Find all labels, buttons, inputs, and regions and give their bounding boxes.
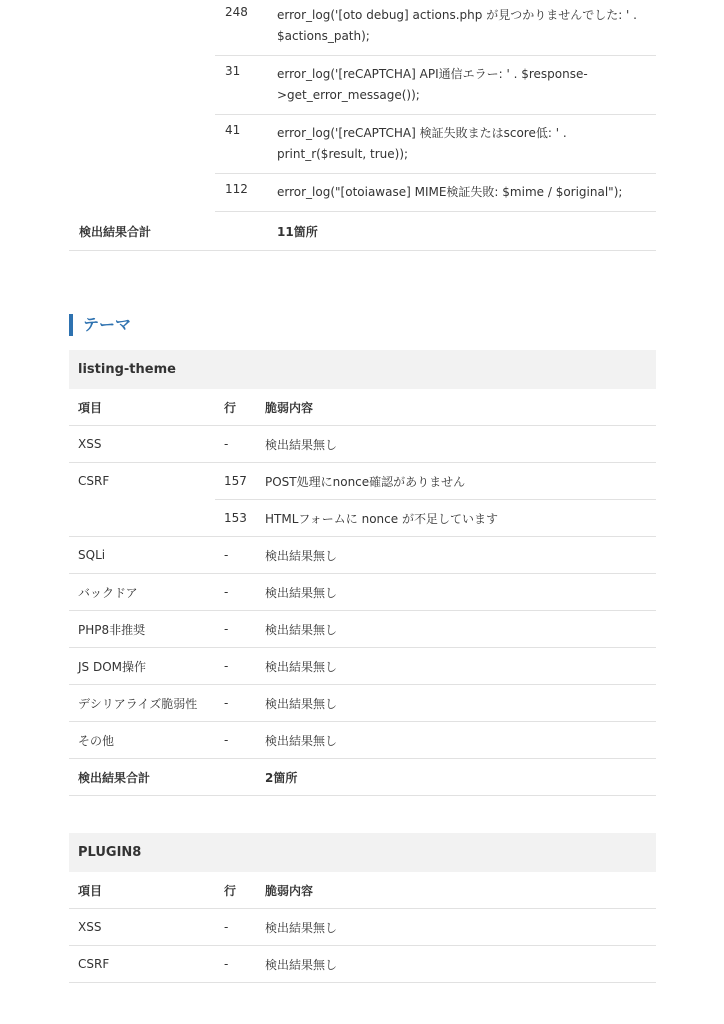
header-detail: 脆弱内容 (256, 389, 656, 426)
row-item: CSRF (78, 474, 110, 489)
row-detail: 検出結果無し (256, 946, 656, 983)
row-detail: 検出結果無し (256, 648, 656, 685)
plugin-block (69, 833, 656, 983)
row-item: XSS (69, 426, 215, 463)
row-item: その他 (69, 722, 215, 759)
row-line: - (215, 426, 256, 463)
section-heading-theme: テーマ (69, 314, 131, 336)
row-detail: 検出結果無し (256, 909, 656, 946)
table-row (69, 946, 656, 983)
theme-results-table (69, 389, 656, 796)
row-detail: 検出結果無し (256, 722, 656, 759)
table-row (69, 722, 656, 759)
total-row (69, 759, 656, 796)
total-label: 検出結果合計 (69, 212, 267, 251)
row-line: - (215, 946, 256, 983)
table-row (69, 537, 656, 574)
table-row (69, 0, 656, 56)
total-label: 検出結果合計 (69, 759, 256, 796)
table-header-row (69, 389, 656, 426)
row-item: XSS (69, 909, 215, 946)
table-row (69, 426, 656, 463)
finding-text: error_log('[reCAPTCHA] API通信エラー: ' . $response->get_error_message()); (267, 56, 656, 115)
row-item: デシリアライズ脆弱性 (69, 685, 215, 722)
row-line: 157 (215, 463, 256, 500)
plugin-results-table (69, 872, 656, 983)
row-line: 153 (215, 500, 256, 537)
row-detail: POST処理にnonce確認がありません (256, 463, 656, 500)
table-row (69, 115, 656, 174)
table-row (69, 56, 656, 115)
table-row (69, 611, 656, 648)
table-row (69, 648, 656, 685)
total-row (69, 212, 656, 251)
finding-text: error_log('[oto debug] actions.php が見つかりませんでした: ' . $actions_path); (267, 0, 656, 56)
header-line: 行 (215, 872, 256, 909)
header-detail: 脆弱内容 (256, 872, 656, 909)
row-item: PHP8非推奨 (69, 611, 215, 648)
row-item: CSRF (69, 946, 215, 983)
line-number: 248 (215, 0, 267, 56)
row-line: - (215, 648, 256, 685)
table-row (69, 574, 656, 611)
table-row (69, 463, 656, 500)
row-item (69, 500, 215, 537)
row-line: - (215, 685, 256, 722)
row-line: - (215, 611, 256, 648)
plugin-name: PLUGIN8 (69, 833, 656, 872)
table-row (69, 174, 656, 212)
finding-text: error_log('[reCAPTCHA] 検証失敗またはscore低: ' . print_r($result, true)); (267, 115, 656, 174)
row-detail: 検出結果無し (256, 537, 656, 574)
row-item: バックドア (69, 574, 215, 611)
table-header-row (69, 872, 656, 909)
line-number: 31 (215, 56, 267, 115)
total-value: 11箇所 (267, 212, 656, 251)
total-value: 2箇所 (256, 759, 656, 796)
error-log-table (69, 0, 656, 251)
finding-text: error_log("[otoiawase] MIME検証失敗: $mime / $original"); (267, 174, 656, 212)
row-line: - (215, 722, 256, 759)
theme-name: listing-theme (69, 350, 656, 389)
row-detail: 検出結果無し (256, 574, 656, 611)
theme-block (69, 350, 656, 796)
row-detail: HTMLフォームに nonce が不足しています (256, 500, 656, 537)
row-detail: 検出結果無し (256, 426, 656, 463)
line-number: 112 (215, 174, 267, 212)
table-row (69, 500, 656, 537)
row-detail: 検出結果無し (256, 611, 656, 648)
header-item: 項目 (69, 389, 215, 426)
header-item: 項目 (69, 872, 215, 909)
row-item: SQLi (69, 537, 215, 574)
row-line: - (215, 574, 256, 611)
line-number: 41 (215, 115, 267, 174)
row-detail: 検出結果無し (256, 685, 656, 722)
table-row (69, 909, 656, 946)
previous-results-continuation (69, 0, 656, 251)
header-line: 行 (215, 389, 256, 426)
row-line: - (215, 537, 256, 574)
row-line: - (215, 909, 256, 946)
row-item: JS DOM操作 (69, 648, 215, 685)
table-row (69, 685, 656, 722)
